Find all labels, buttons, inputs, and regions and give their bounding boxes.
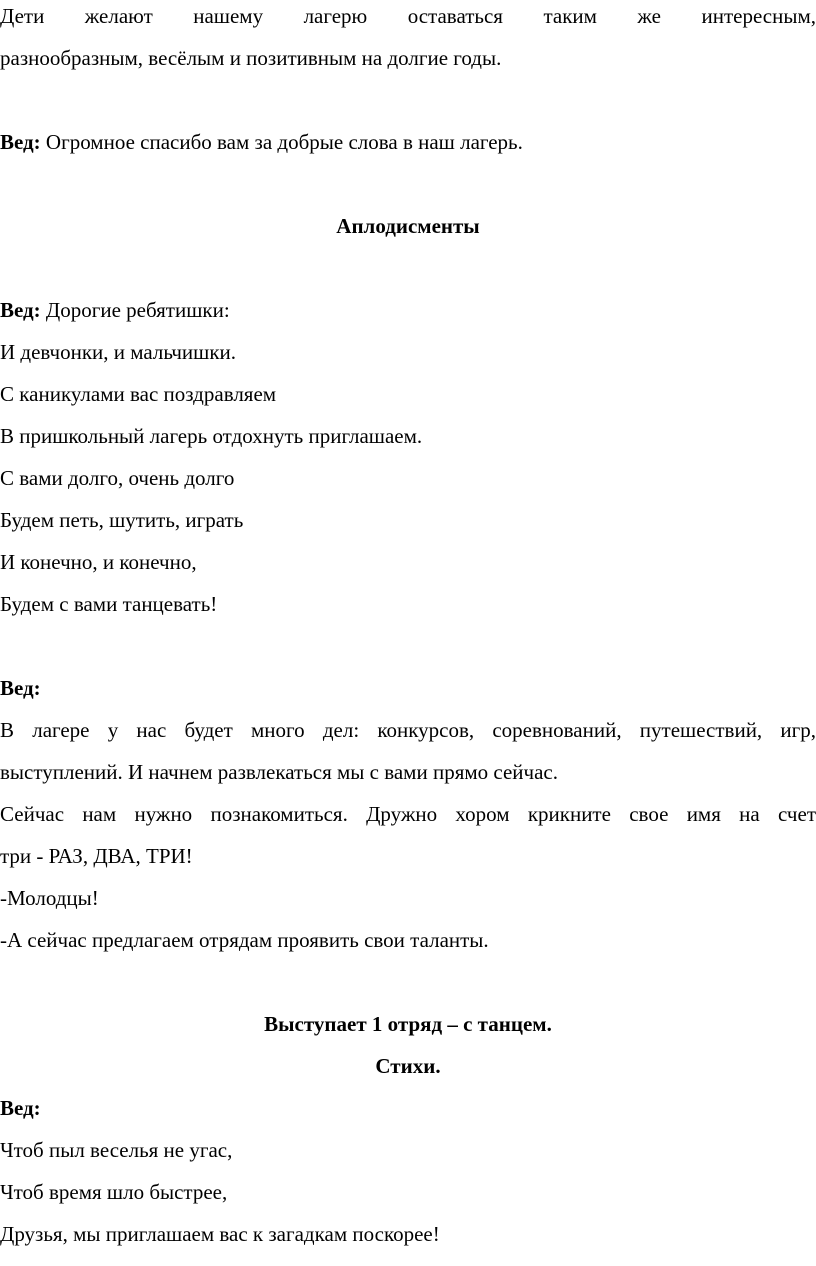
- poem-line: [0, 422, 816, 450]
- text: Огромное спасибо вам за добрые слова в наш лагерь.: [40, 130, 523, 154]
- poem-line: [0, 1220, 816, 1248]
- paragraph-line: [0, 716, 816, 744]
- speaker-line: [0, 128, 816, 156]
- paragraph-line: [0, 758, 816, 786]
- text: -Молодцы!: [0, 886, 99, 910]
- section-heading: [0, 212, 816, 240]
- text: Дети желают нашему лагерю оставаться таким же интересным,: [0, 4, 816, 28]
- poem-line: [0, 506, 816, 534]
- paragraph-line: [0, 926, 816, 954]
- text: -А сейчас предлагаем отрядам проявить свои таланты.: [0, 928, 489, 952]
- text: Сейчас нам нужно познакомиться. Дружно хором крикните свое имя на счет: [0, 802, 816, 826]
- paragraph-line: [0, 800, 816, 828]
- text: И конечно, и конечно,: [0, 550, 197, 574]
- text: Дорогие ребятишки:: [40, 298, 230, 322]
- heading-text: Стихи.: [375, 1054, 441, 1078]
- speaker-line: [0, 296, 816, 324]
- text: В лагере у нас будет много дел: конкурсов, соревнований, путешествий, игр,: [0, 718, 816, 742]
- heading-text: Аплодисменты: [336, 214, 480, 238]
- text: В пришкольный лагерь отдохнуть приглашаем.: [0, 424, 423, 448]
- heading-text: Выступает 1 отряд – с танцем.: [264, 1012, 552, 1036]
- poem-line: [0, 380, 816, 408]
- text: С вами долго, очень долго: [0, 466, 235, 490]
- text: И девчонки, и мальчишки.: [0, 340, 237, 364]
- section-heading: [0, 1052, 816, 1080]
- speaker-line: [0, 1094, 816, 1122]
- section-heading: [0, 1010, 816, 1038]
- text: Будем с вами танцевать!: [0, 592, 218, 616]
- poem-line: [0, 338, 816, 366]
- paragraph-line: [0, 884, 816, 912]
- speaker-label: Вед:: [0, 298, 41, 322]
- poem-line: [0, 1136, 816, 1164]
- paragraph-line: [0, 842, 816, 870]
- text: три - РАЗ, ДВА, ТРИ!: [0, 844, 193, 868]
- text: Друзья, мы приглашаем вас к загадкам поскорее!: [0, 1222, 440, 1246]
- poem-line: [0, 548, 816, 576]
- text: Будем петь, шутить, играть: [0, 508, 244, 532]
- poem-line: [0, 1178, 816, 1206]
- paragraph-line: [0, 2, 816, 30]
- speaker-line: [0, 674, 816, 702]
- text: выступлений. И начнем развлекаться мы с вами прямо сейчас.: [0, 760, 558, 784]
- speaker-label: Вед:: [0, 130, 41, 154]
- paragraph-line: [0, 44, 816, 72]
- text: С каникулами вас поздравляем: [0, 382, 277, 406]
- poem-line: [0, 590, 816, 618]
- speaker-label: Вед:: [0, 676, 41, 700]
- text: разнообразным, весёлым и позитивным на долгие годы.: [0, 46, 502, 70]
- text: Чтоб пыл веселья не угас,: [0, 1138, 233, 1162]
- speaker-label: Вед:: [0, 1096, 41, 1120]
- poem-line: [0, 464, 816, 492]
- text: Чтоб время шло быстрее,: [0, 1180, 228, 1204]
